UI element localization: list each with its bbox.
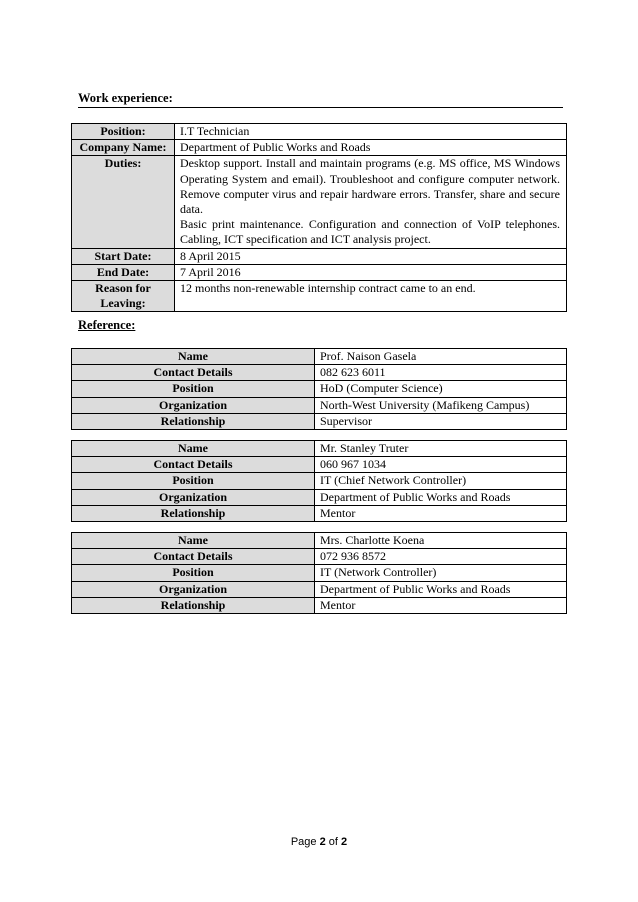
contact-details-label: Contact Details	[72, 549, 315, 565]
position-label: Position	[72, 565, 315, 581]
duties-label: Duties:	[72, 156, 175, 248]
table-row	[72, 381, 567, 397]
organization-label: Organization	[72, 397, 315, 413]
name-value: Mr. Stanley Truter	[315, 441, 567, 457]
total-page-number: 2	[341, 836, 348, 848]
table-row	[72, 248, 567, 264]
end-date-label: End Date:	[72, 264, 175, 280]
name-label: Name	[72, 441, 315, 457]
name-label: Name	[72, 349, 315, 365]
relationship-value: Mentor	[315, 505, 567, 521]
duties-paragraph: Desktop support. Install and maintain programs (e.g. MS office, MS Windows Operating System and email). Troubleshoot and configure computer network. Remove computer virus and repair hardware errors. Transfer, share and secure data.	[180, 156, 560, 217]
name-value: Mrs. Charlotte Koena	[315, 533, 567, 549]
position-label: Position:	[72, 124, 175, 140]
reason-for-leaving-label: Reason for Leaving:	[72, 281, 175, 312]
table-row	[72, 365, 567, 381]
duties-value	[175, 156, 567, 248]
reason-for-leaving-value: 12 months non-renewable internship contract came to an end.	[175, 281, 567, 312]
table-row	[72, 565, 567, 581]
company-name-label: Company Name:	[72, 140, 175, 156]
relationship-value: Mentor	[315, 597, 567, 613]
reference-table	[71, 348, 567, 430]
position-label: Position	[72, 381, 315, 397]
relationship-label: Relationship	[72, 413, 315, 429]
heading-rule	[78, 107, 563, 108]
contact-details-value: 082 623 6011	[315, 365, 567, 381]
work-experience-table	[71, 123, 567, 312]
relationship-label: Relationship	[72, 597, 315, 613]
of-word: of	[328, 836, 338, 848]
table-row	[72, 441, 567, 457]
table-row	[72, 549, 567, 565]
table-row	[72, 533, 567, 549]
start-date-label: Start Date:	[72, 248, 175, 264]
table-row	[72, 489, 567, 505]
organization-label: Organization	[72, 489, 315, 505]
position-value: IT (Chief Network Controller)	[315, 473, 567, 489]
position-value: I.T Technician	[175, 124, 567, 140]
table-row	[72, 264, 567, 280]
table-row	[72, 156, 567, 248]
start-date-value: 8 April 2015	[175, 248, 567, 264]
relationship-value: Supervisor	[315, 413, 567, 429]
contact-details-label: Contact Details	[72, 457, 315, 473]
company-name-value: Department of Public Works and Roads	[175, 140, 567, 156]
reference-table	[71, 440, 567, 522]
table-row	[72, 349, 567, 365]
name-value: Prof. Naison Gasela	[315, 349, 567, 365]
duties-paragraph: Basic print maintenance. Configuration and connection of VoIP telephones. Cabling, ICT specification and ICT analysis project.	[180, 217, 560, 247]
table-row	[72, 397, 567, 413]
table-row	[72, 413, 567, 429]
organization-value: Department of Public Works and Roads	[315, 489, 567, 505]
position-value: HoD (Computer Science)	[315, 381, 567, 397]
position-label: Position	[72, 473, 315, 489]
contact-details-value: 072 936 8572	[315, 549, 567, 565]
position-value: IT (Network Controller)	[315, 565, 567, 581]
page-footer	[0, 836, 638, 848]
table-row	[72, 473, 567, 489]
table-row	[72, 457, 567, 473]
table-row	[72, 597, 567, 613]
name-label: Name	[72, 533, 315, 549]
relationship-label: Relationship	[72, 505, 315, 521]
current-page-number: 2	[319, 836, 326, 848]
contact-details-label: Contact Details	[72, 365, 315, 381]
table-row	[72, 140, 567, 156]
page-word: Page	[290, 836, 317, 848]
work-experience-heading: Work experience:	[78, 91, 173, 105]
table-row	[72, 581, 567, 597]
reference-table	[71, 532, 567, 614]
table-row	[72, 281, 567, 312]
table-row	[72, 505, 567, 521]
organization-label: Organization	[72, 581, 315, 597]
contact-details-value: 060 967 1034	[315, 457, 567, 473]
table-row	[72, 124, 567, 140]
organization-value: North-West University (Mafikeng Campus)	[315, 397, 567, 413]
end-date-value: 7 April 2016	[175, 264, 567, 280]
organization-value: Department of Public Works and Roads	[315, 581, 567, 597]
reference-heading: Reference:	[78, 318, 136, 332]
